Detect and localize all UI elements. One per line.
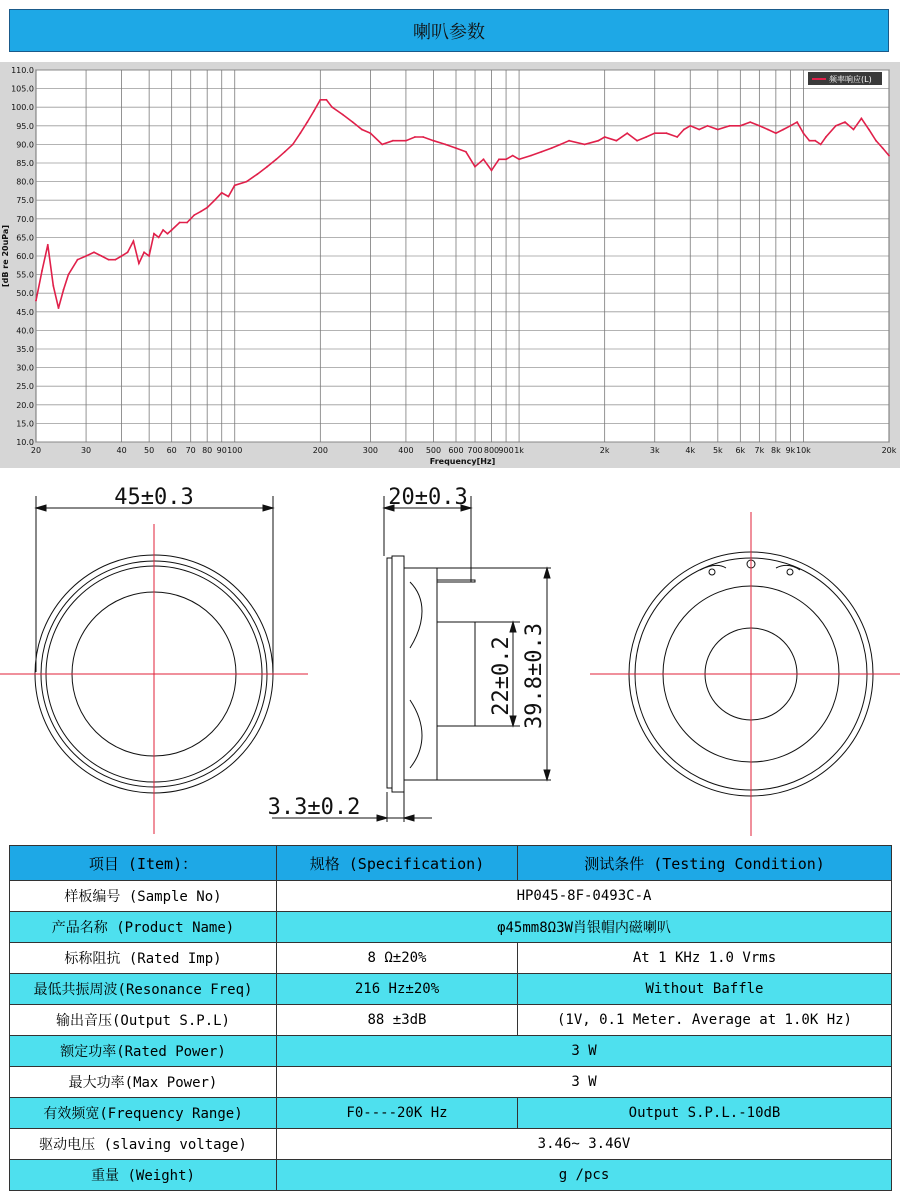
dim-frame-label: 39.8±0.3	[522, 623, 547, 729]
data-point	[167, 233, 169, 235]
data-point	[796, 121, 798, 123]
cell-condition: Output S.P.L.-10dB	[518, 1098, 892, 1129]
data-point	[63, 289, 65, 291]
data-point	[568, 140, 570, 142]
legend-label: 频率响应(L)	[829, 75, 872, 84]
x-tick-label: 20	[30, 446, 42, 455]
table-row	[10, 881, 892, 912]
y-tick-label: 10.0	[16, 438, 34, 447]
data-point	[148, 255, 150, 257]
cell-item: 额定功率(Rated Power)	[10, 1036, 277, 1067]
data-point	[68, 274, 70, 276]
data-point	[498, 158, 500, 160]
x-tick-label: 6k	[735, 446, 746, 455]
data-point	[875, 140, 877, 142]
x-tick-label: 800	[483, 446, 500, 455]
data-point	[739, 125, 741, 127]
data-point	[512, 155, 514, 157]
data-point	[52, 285, 54, 287]
data-point	[133, 240, 135, 242]
x-tick-label: 90	[216, 446, 227, 455]
data-point	[234, 184, 236, 186]
data-point	[803, 132, 805, 134]
data-point	[809, 140, 811, 142]
data-point	[491, 170, 493, 172]
cell-item: 重量 (Weight)	[10, 1160, 277, 1191]
cell-spec: 216 Hz±20%	[277, 974, 518, 1005]
data-point	[683, 129, 685, 131]
header-item: 项目 (Item)：	[10, 846, 277, 881]
x-tick-label: 1k	[514, 446, 524, 455]
table-row	[10, 1129, 892, 1160]
cell-spec: g /pcs	[277, 1160, 892, 1191]
data-point	[206, 207, 208, 209]
cell-spec: 8 Ω±20%	[277, 943, 518, 974]
x-tick-label: 700	[467, 446, 483, 455]
front-view	[0, 496, 308, 834]
y-axis-label: [dB re 20uPa]	[1, 225, 10, 287]
data-point	[729, 125, 731, 127]
data-point	[214, 199, 216, 201]
data-point	[444, 144, 446, 146]
x-tick-label: 8k	[770, 446, 781, 455]
data-point	[474, 166, 476, 168]
y-tick-label: 80.0	[16, 177, 34, 187]
cell-spec: 3 W	[277, 1036, 892, 1067]
dim-magnet-label: 22±0.2	[489, 636, 514, 716]
cell-item: 有效频宽(Frequency Range)	[10, 1098, 277, 1129]
x-tick-label: 60	[166, 446, 177, 455]
data-point	[530, 155, 532, 157]
data-point	[767, 129, 769, 131]
data-point	[313, 110, 315, 112]
data-point	[193, 214, 195, 216]
data-point	[47, 244, 49, 246]
x-tick-label: 7k	[754, 446, 765, 455]
x-tick-label: 300	[362, 446, 379, 455]
table-row	[10, 943, 892, 974]
y-tick-label: 55.0	[16, 270, 34, 280]
data-point	[825, 136, 827, 138]
data-point	[381, 144, 383, 146]
data-point	[560, 144, 562, 146]
data-point	[597, 140, 599, 142]
x-tick-label: 5k	[712, 446, 723, 455]
cell-spec: HP045-8F-0493C-A	[277, 881, 892, 912]
data-point	[221, 192, 223, 194]
data-point	[689, 125, 691, 127]
data-point	[882, 147, 884, 149]
y-tick-label: 35.0	[16, 345, 34, 354]
data-point	[604, 136, 606, 138]
header-cond: 测试条件 (Testing Condition)	[518, 846, 892, 881]
data-point	[584, 144, 586, 146]
data-point	[85, 255, 87, 257]
data-point	[138, 263, 140, 265]
cell-spec: F0----20K Hz	[277, 1098, 518, 1129]
cell-item: 最大功率(Max Power)	[10, 1067, 277, 1098]
data-point	[200, 211, 202, 213]
x-tick-label: 70	[185, 446, 196, 455]
data-point	[179, 222, 181, 224]
data-point	[299, 132, 301, 134]
y-tick-label: 60.0	[16, 252, 34, 261]
drawing-svg	[0, 472, 900, 844]
x-tick-label: 900	[498, 446, 514, 455]
data-point	[654, 132, 656, 134]
y-tick-label: 110.0	[11, 66, 34, 75]
y-tick-label: 75.0	[16, 196, 34, 206]
y-tick-label: 70.0	[16, 214, 34, 224]
y-tick-label: 100.0	[11, 103, 34, 113]
data-point	[306, 121, 308, 123]
data-point	[162, 229, 164, 231]
data-point	[666, 132, 668, 134]
x-tick-label: 400	[398, 446, 414, 455]
data-point	[707, 125, 709, 127]
x-tick-label: 20k	[881, 446, 897, 455]
x-tick-label: 40	[116, 446, 127, 455]
x-tick-label: 50	[144, 446, 155, 455]
data-point	[868, 129, 870, 131]
data-point	[352, 121, 354, 123]
x-tick-label: 600	[448, 446, 464, 455]
data-point	[616, 140, 618, 142]
data-point	[465, 151, 467, 153]
data-point	[414, 136, 416, 138]
y-tick-label: 30.0	[16, 363, 34, 373]
page-title: 喇叭参数	[413, 21, 485, 43]
data-point	[853, 129, 855, 131]
table-header-row	[10, 846, 892, 881]
cell-item: 最低共振周波(Resonance Freq)	[10, 974, 277, 1005]
data-point	[326, 99, 328, 101]
data-point	[127, 251, 129, 253]
data-point	[844, 121, 846, 123]
data-point	[266, 166, 268, 168]
x-tick-label: 10k	[796, 446, 811, 455]
title-bar	[9, 9, 889, 52]
cell-spec: 88 ±3dB	[277, 1005, 518, 1036]
x-tick-label: 500	[425, 446, 442, 455]
cell-spec: φ45mm8Ω3W肖银帽内磁喇叭	[277, 912, 892, 943]
data-point	[775, 132, 777, 134]
chart-svg	[0, 62, 900, 468]
cell-item: 标称阻抗 (Rated Imp)	[10, 943, 277, 974]
data-point	[405, 140, 407, 142]
data-point	[392, 140, 394, 142]
cell-condition: Without Baffle	[518, 974, 892, 1005]
cell-item: 样板编号 (Sample No)	[10, 881, 277, 912]
y-tick-label: 20.0	[16, 400, 34, 410]
data-point	[158, 237, 160, 239]
data-point	[861, 118, 863, 120]
data-point	[275, 158, 277, 160]
data-point	[636, 140, 638, 142]
data-point	[483, 158, 485, 160]
data-point	[433, 140, 435, 142]
cell-item: 输出音压(Output S.P.L)	[10, 1005, 277, 1036]
data-point	[782, 129, 784, 131]
frequency-response-chart	[0, 62, 900, 468]
x-tick-label: 2k	[599, 446, 610, 455]
data-point	[676, 136, 678, 138]
x-tick-label: 3k	[649, 446, 660, 455]
data-point	[790, 125, 792, 127]
x-tick-label: 9k	[785, 446, 796, 455]
data-point	[121, 255, 123, 257]
y-tick-label: 15.0	[16, 419, 34, 429]
data-point	[143, 251, 145, 253]
dim-diameter-label: 45±0.3	[114, 485, 194, 510]
y-tick-label: 90.0	[16, 140, 34, 150]
data-point	[645, 136, 647, 138]
data-point	[114, 259, 116, 261]
data-point	[541, 151, 543, 153]
x-tick-label: 80	[202, 446, 213, 455]
data-point	[93, 251, 95, 253]
cell-item: 产品名称 (Product Name)	[10, 912, 277, 943]
cell-condition: At 1 KHz 1.0 Vrms	[518, 943, 892, 974]
data-point	[518, 158, 520, 160]
data-point	[284, 151, 286, 153]
cell-spec: 3 W	[277, 1067, 892, 1098]
x-axis-label: Frequency[Hz]	[429, 457, 496, 466]
data-point	[153, 233, 155, 235]
y-tick-label: 105.0	[11, 84, 34, 94]
table-row	[10, 974, 892, 1005]
data-point	[717, 129, 719, 131]
x-tick-label: 100	[227, 446, 243, 455]
y-tick-label: 25.0	[16, 382, 34, 392]
data-point	[626, 132, 628, 134]
cell-spec: 3.46~ 3.46V	[277, 1129, 892, 1160]
data-point	[759, 125, 761, 127]
data-point	[108, 259, 110, 261]
data-point	[186, 222, 188, 224]
data-point	[58, 307, 60, 309]
data-point	[171, 229, 173, 231]
data-point	[101, 255, 103, 257]
data-point	[319, 99, 321, 101]
dim-flange-label: 3.3±0.2	[267, 795, 361, 820]
y-tick-label: 50.0	[16, 289, 34, 299]
data-point	[256, 173, 258, 175]
data-point	[331, 106, 333, 108]
data-point	[551, 147, 553, 149]
table-row	[10, 1005, 892, 1036]
back-view	[590, 512, 900, 836]
y-tick-label: 85.0	[16, 159, 34, 168]
data-point	[820, 144, 822, 146]
y-tick-label: 40.0	[16, 326, 34, 336]
table-row	[10, 1036, 892, 1067]
dim-depth-label: 20±0.3	[388, 485, 468, 510]
spec-table	[9, 845, 892, 1191]
table-row	[10, 1067, 892, 1098]
table-row	[10, 1160, 892, 1191]
table-row	[10, 912, 892, 943]
data-point	[361, 129, 363, 131]
data-point	[370, 132, 372, 134]
data-point	[888, 155, 890, 157]
y-tick-label: 45.0	[16, 307, 34, 317]
data-point	[228, 196, 230, 198]
header-spec: 规格 (Specification)	[277, 846, 518, 881]
data-point	[455, 147, 457, 149]
x-tick-label: 4k	[685, 446, 696, 455]
data-point	[41, 270, 43, 272]
data-point	[814, 140, 816, 142]
data-point	[749, 121, 751, 123]
data-point	[835, 125, 837, 127]
x-tick-label: 200	[312, 446, 328, 455]
y-tick-label: 95.0	[16, 121, 34, 131]
data-point	[35, 300, 37, 302]
data-point	[422, 136, 424, 138]
table-row	[10, 1098, 892, 1129]
y-tick-label: 65.0	[16, 233, 34, 243]
data-point	[698, 129, 700, 131]
data-point	[342, 114, 344, 116]
data-point	[292, 144, 294, 146]
dimension-drawing	[0, 472, 900, 844]
data-point	[77, 259, 79, 261]
data-point	[505, 158, 507, 160]
data-point	[246, 181, 248, 183]
cell-item: 驱动电压 (slaving voltage)	[10, 1129, 277, 1160]
x-tick-label: 30	[80, 446, 92, 455]
cell-condition: (1V, 0.1 Meter. Average at 1.0K Hz)	[518, 1005, 892, 1036]
